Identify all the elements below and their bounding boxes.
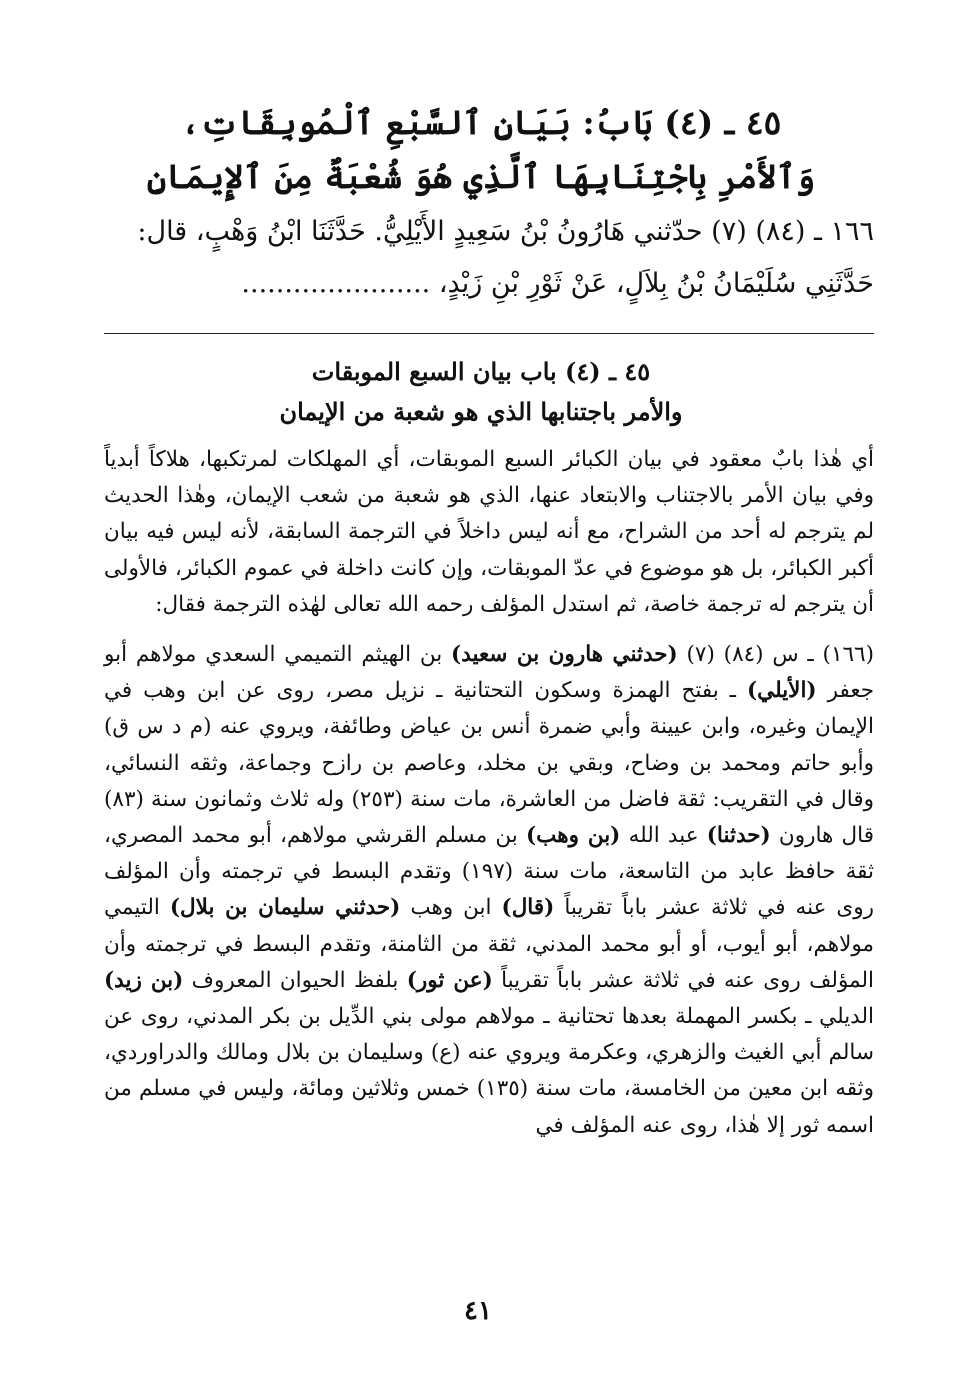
commentary-body — [104, 442, 874, 1144]
hadith-heading-line-1: ٤٥ ـ (٤) بَابُ: بَيَانِ ٱلسَّبْعِ ٱلْمُوبِقَاتِ، — [180, 103, 782, 142]
narrator-quote: (حدثنا) — [706, 823, 771, 849]
commentary-heading-line-2: والأمر باجتنابها الذي هو شعبة من الإيمان — [279, 397, 683, 426]
narrator-quote: (حدثني هارون بن سعيد) — [451, 642, 678, 668]
hadith-text — [90, 206, 874, 310]
commentary-chapter-heading — [90, 352, 872, 432]
hadith-heading-line-2: وَٱلأَمْرِ بِاجْتِنَابِهَا ٱلَّذِي هُوَ شُعْبَةٌ مِنَ ٱلإِيمَانِ — [146, 157, 816, 196]
commentary-text-segment: بن الهيثم التميمي السعدي مولاهم أبو جعفر — [104, 642, 874, 704]
hadith-chapter-heading — [90, 96, 872, 204]
commentary-text-segment: ابن وهب — [400, 895, 502, 921]
commentary-text-segment: الديلي ـ بكسر المهملة بعدها تحتانية ـ مولاهم مولى بني الدِّيل بن بكر المدني، روى عن سالم أبي الغيث والزهري، وعكرمة ويروي عنه (ع) وسليمان بن بلال ومالك والدراوردي، وثقه ابن معين من الخامسة، مات سنة (١٣٥) خمس وثلاثين ومائة، وليس في مسلم من اسمه ثور إلا هٰذا، روى عنه المؤلف في — [104, 1004, 874, 1138]
narrator-quote: (حدثني سليمان بن بلال) — [169, 895, 401, 921]
commentary-text-segment: بلفظ الحيوان المعروف — [183, 967, 407, 993]
commentary-text-segment: عبد الله — [620, 823, 707, 849]
section-divider — [104, 333, 874, 334]
hadith-line-2: حَدَّثَنِي سُلَيْمَانُ بْنُ بِلاَلٍ، عَنْ ثَوْرِ بْنِ زَيْدٍ، ...................... — [241, 268, 874, 299]
narrator-quote: (عن ثور) — [406, 967, 493, 993]
hadith-line-1: ١٦٦ ـ (٨٤) (٧) حدّثني هَارُونُ بْنُ سَعِيدٍ الأَيْلِيُّ. حَدَّثَنَا ابْنُ وَهْبٍ، قال: — [137, 216, 874, 247]
commentary-heading-line-1: ٤٥ ـ (٤) باب بيان السبع الموبقات — [311, 357, 651, 386]
narrator-quote: (بن وهب) — [525, 823, 621, 849]
commentary-text-segment: (١٦٦) ـ س (٨٤) (٧) — [677, 642, 874, 668]
commentary-text-segment: ـ بفتح الهمزة وسكون التحتانية ـ نزيل مصر، روى عن ابن وهب في الإيمان وغيره، وابن عيينة وأبي ضمرة أنس بن عياض وطائفة، ويروي عنه (م د س ق) وأبو حاتم ومحمد بن وضاح، وبقي بن مخلد، وعاصم بن رازح وجماعة، وثقه النسائي، وقال في التقريب: ثقة فاضل من العاشرة، مات سنة (٢٥٣) وله ثلاث وثمانون سنة (٨٣) قال هارون — [104, 678, 875, 849]
narrator-quote: (الأيلي) — [746, 678, 817, 704]
commentary-paragraph-narrators — [104, 637, 874, 1144]
narrator-quote: (قال) — [501, 895, 555, 921]
page-number: ٤١ — [464, 1296, 492, 1326]
commentary-text-segment: بن مسلم القرشي مولاهم، أبو محمد المصري، ثقة حافظ عابد من التاسعة، مات سنة (١٩٧) وتقدم البسط في ترجمته وأن المؤلف روى عنه في ثلاثة عشر باباً تقريباً — [104, 823, 874, 921]
narrator-quote: (بن زيد) — [104, 967, 184, 993]
commentary-paragraph-intro: أي هٰذا بابٌ معقود في بيان الكبائر السبع الموبقات، أي المهلكات لمرتكبها، هلاكاً أبدياً وفي بيان الأمر بالاجتناب والابتعاد عنها، الذي هو شعبة من شعب الإيمان، وهٰذا الحديث لم يترجم له أحد من الشراح، مع أنه ليس داخلاً في الترجمة السابقة، لأنه ليس فيه بيان أكبر الكبائر، بل هو موضوع في عدّ الموبقات، وإن كانت داخلة في عموم الكبائر، فالأولى أن يترجم له ترجمة خاصة، ثم استدل المؤلف رحمه الله تعالى لهٰذه الترجمة فقال: — [104, 447, 874, 617]
commentary-text-segment: التيمي مولاهم، أبو أيوب، أو أبو محمد المدني، ثقة من الثامنة، وتقدم البسط في ترجمته وأن المؤلف روى عنه في ثلاثة عشر باباً تقريباً — [104, 895, 875, 993]
